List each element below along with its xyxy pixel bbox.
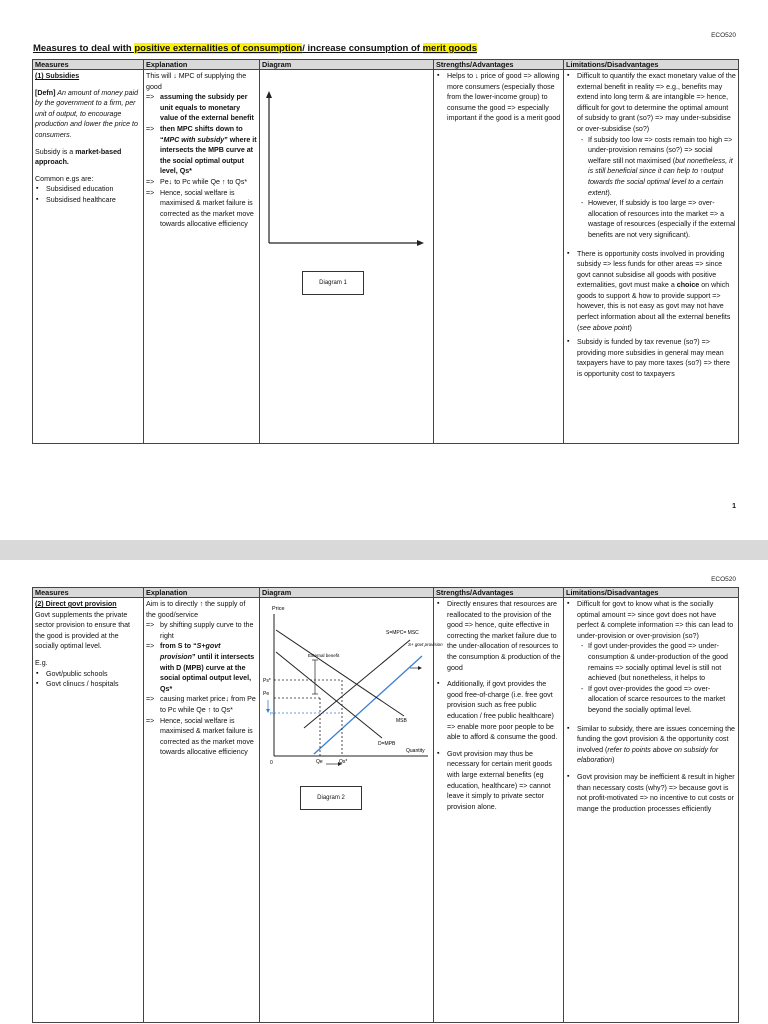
header-limitations: Limitations/Disadvantages <box>564 588 739 598</box>
header-diagram: Diagram <box>260 60 434 70</box>
qe-label: Qe <box>316 759 323 765</box>
examples-list <box>35 184 141 205</box>
explanation-intro: Aim is to directly ↑ the supply of the good/service <box>146 600 246 619</box>
arrow: => <box>146 642 155 651</box>
list-item: ▪ Govt/public schools <box>43 669 141 680</box>
explanation-step <box>146 188 257 230</box>
limitations-list <box>566 71 736 380</box>
price-axis-label: Price <box>272 606 285 612</box>
supply-demand-diagram <box>260 598 443 778</box>
limitation-text: Similar to subsidy, there are issues concerning the funding the govt provision & the opportunity cost involved ( <box>577 724 735 754</box>
header-limitations: Limitations/Disadvantages <box>564 60 739 70</box>
limitations-cell <box>564 70 739 444</box>
pc-label: Pc <box>270 711 276 716</box>
step-text-italic: S+govt provision <box>160 642 221 661</box>
s-govt-label: S+ govt provision <box>408 642 443 647</box>
qs-label: Qs* <box>339 759 348 765</box>
market-based-text: Subsidy is a <box>35 147 76 156</box>
arrow: => <box>146 621 155 630</box>
pe-label: Pe <box>263 691 270 697</box>
examples-list <box>35 669 141 690</box>
explanation-cell <box>144 70 260 444</box>
market-based-bold: market-based approach. <box>35 147 122 167</box>
limitation-italic: refer to points above on subsidy for elaboration <box>577 745 719 765</box>
arrow: => <box>146 188 155 197</box>
sub-point: - If govt under-provides the good => under-consumption & under-production of the good remains => socially optimal level is still not achieved (but nonetheless, it helps to <box>577 641 736 683</box>
measure-cell <box>33 70 144 444</box>
origin-label: 0 <box>270 760 273 766</box>
d-mpb-label: D=MPB <box>378 741 396 747</box>
strengths-cell <box>434 70 564 444</box>
sub-point-text: If govt under-provides the good => under-consumption & under-production of the good remains => socially optimal level is still not achieved (but nonetheless, it helps to <box>588 642 728 683</box>
step-text: from S to “ <box>160 642 197 651</box>
header-strengths: Strengths/Advantages <box>434 60 564 70</box>
list-item: ▪ Subsidy is funded by tax revenue (so?) => providing more subsidies in general may mean taxpayers have to pay more taxes (so?) => there is opportunity cost to taxpayers <box>574 337 736 379</box>
header-measures: Measures <box>33 588 144 598</box>
course-code: ECO520 <box>711 32 736 39</box>
sub-point-text: However, If subsidy is too large => over-allocation of resources into the market => a wastage of resources (especially if the external benefits are not very significant). <box>588 199 736 239</box>
external-benefit-label: External benefit <box>308 653 340 658</box>
limitation-text: Difficult for govt to know what is the socially optimal amount => since govt does not have perfect & complete information => this can lead to under-provision or over-provision (so?) <box>577 600 734 640</box>
step-text: Pe↓ to Pc while Qe ↑ to Qs* <box>160 177 248 186</box>
list-item <box>574 724 736 766</box>
list-item: ▪ Subsidised healthcare <box>43 195 141 206</box>
step-text: ” where it intersects the MPB curve at the social optimal output level, Qs* <box>160 135 257 176</box>
limitation-text: There is opportunity costs involved in providing subsidy => less funds for other areas => since govt cannot subsidise all goods with positive externalities, govt must make a <box>577 249 725 290</box>
arrow: => <box>146 716 155 725</box>
definition-label: [Defn] <box>35 88 56 97</box>
header-explanation: Explanation <box>144 588 260 598</box>
definition-text: An amount of money paid by the government to a firm, per unit of output, to encourage production and lower the price to consumers. <box>35 88 139 139</box>
limitation-italic: see above point <box>579 323 630 332</box>
sub-point-italic: but nonetheless, it is still beneficial since it can help to ↑output towards the social optimal level to a certain extent <box>588 156 733 197</box>
explanation-step <box>146 177 257 188</box>
page-2 <box>0 560 768 1024</box>
list-item: ▪ Subsidised education <box>43 184 141 195</box>
page-title <box>33 43 477 54</box>
limitations-cell <box>564 598 739 1023</box>
explanation-step <box>146 716 257 758</box>
step-text: causing market price↓ from Pe to Pc while Qe ↑ to Qs* <box>160 695 256 714</box>
page-gap <box>0 540 768 560</box>
diagram-2-area <box>260 598 443 838</box>
list-item: ▪ Govt clinucs / hospitals <box>43 679 141 690</box>
strengths-list <box>436 599 561 812</box>
diagram-2-label: Diagram 2 <box>300 786 362 810</box>
step-text: Hence, social welfare is maximised & market failure is corrected as the market move towards allocative efficiency <box>160 716 254 757</box>
header-explanation: Explanation <box>144 60 260 70</box>
examples-label: Common e.gs are: <box>35 174 94 183</box>
quantity-axis-label: Quantity <box>406 748 425 754</box>
list-item: ▪ Additionally, if govt provides the good free-of-charge (i.e. free govt provision such as free public education / free public healthcare) => enable more poor people to be able to afford & consume the good. <box>444 679 561 743</box>
market-based-note <box>35 147 141 168</box>
step-text: assuming the subsidy per unit equals to monetary value of the external benefit <box>160 93 254 123</box>
header-row <box>33 588 739 598</box>
title-highlight: positive externalities of consumption <box>134 43 303 54</box>
arrow: => <box>146 124 155 133</box>
examples-label: E.g. <box>35 658 48 667</box>
measure-description: Govt supplements the private sector provision to ensure that the good is provided at the socially optimal level. <box>35 610 131 651</box>
s-curve-label: S=MPC= MSC <box>386 630 419 636</box>
explanation-step <box>146 641 257 694</box>
title-part: Measures to deal with <box>33 43 135 54</box>
sub-point-text: ). <box>607 188 612 197</box>
list-item <box>574 599 736 716</box>
ps-label: Ps* <box>263 678 271 684</box>
diagram-cell <box>260 70 434 444</box>
arrow: => <box>146 93 155 102</box>
explanation-intro: This will ↓ MPC of supplying the good <box>146 72 247 91</box>
step-text: by shifting supply curve to the right <box>160 621 254 640</box>
page-number: 1 <box>732 503 736 510</box>
definition <box>35 88 141 141</box>
list-item: ▪ Helps to ↓ price of good => allowing more consumers (especially those from the lower-income group) to consume the good => especially important if the good is a merit good <box>444 71 561 124</box>
measure-heading: (1) Subsidies <box>35 72 80 80</box>
limitations-list <box>566 599 736 814</box>
header-diagram: Diagram <box>260 588 434 598</box>
strengths-list <box>436 71 561 124</box>
step-text: Hence, social welfare is maximised & market failure is corrected as the market move towards allocative efficiency <box>160 188 254 229</box>
step-text: then MPC shifts down to “ <box>160 124 243 144</box>
list-item <box>574 249 736 334</box>
strengths-cell <box>434 598 564 1023</box>
header-strengths: Strengths/Advantages <box>434 588 564 598</box>
sub-point-text: If subsidy too low => costs remain too high => under-provision remains (so?) => social welfare still not maximised ( <box>588 135 733 165</box>
sub-point-text: If govt over-provides the good => over-allocation of scarce resources to the market beyond the socially optimal level. <box>588 684 726 714</box>
diagram-1-area <box>262 71 431 311</box>
sub-point: - However, If subsidy is too large => over-allocation of resources into the market => a wastage of resources (especially if the external benefits are not very significant). <box>581 199 736 239</box>
explanation-step <box>146 694 257 715</box>
list-item: ▪ Govt provision may be inefficient & result in higher than necessary costs (why?) => because govt is not profit-motivated => no incentive to cut costs or mange the production processes efficiently <box>574 772 736 814</box>
limitation-text: on which goods to support & how to provide support => however, this is not easy as govt may not have perfect information about all the external benefits ( <box>577 281 731 332</box>
sub-point: - If govt over-provides the good => over-allocation of scarce resources to the market beyond the socially optimal level. <box>577 684 736 716</box>
list-item <box>574 71 736 241</box>
limitation-text: ) <box>612 756 615 765</box>
table-row <box>33 598 739 1023</box>
arrow: => <box>146 695 155 704</box>
measure-heading: (2) Direct govt provision <box>35 600 117 608</box>
step-text-italic: MPC with subsidy <box>163 135 225 144</box>
diagram-cell <box>260 598 443 1023</box>
arrow: => <box>146 177 155 186</box>
measure-cell <box>33 598 144 1023</box>
list-item: ▪ Directly ensures that resources are reallocated to the provision of the good => hence, quite effective in correcting the market failure due to the under-allocation of resources to the consumption & production of the good <box>444 599 561 673</box>
explanation-cell <box>144 598 260 1023</box>
limitation-text: Difficult to quantify the exact monetary value of the external benefit in reality => e.g., benefits may extend into long term & are intangible => hence, difficult for govt to determine the optimal amount of subsidy to grant (so?) => may under-subsidise or over-subsidise (so?) <box>577 72 736 133</box>
step-text: ” until it intersects with D (MPB) curve at the social optimal output level, Qs* <box>160 652 255 693</box>
limitation-bold: choice <box>676 281 700 290</box>
title-highlight: merit goods <box>422 43 477 54</box>
title-part: / increase consumption of <box>302 43 423 54</box>
msb-label: MSB <box>396 718 407 724</box>
diagram-1-label: Diagram 1 <box>302 271 364 295</box>
explanation-step <box>146 620 257 641</box>
sub-point: - If subsidy too low => costs remain too high => under-provision remains (so?) => social welfare still not maximised (but nonetheless, it is still beneficial since it can help to ↑output towards the social optimal level to a certain extent). <box>581 135 733 197</box>
header-row <box>33 60 739 70</box>
header-measures: Measures <box>33 60 144 70</box>
table-row <box>33 70 739 444</box>
list-item: ▪ Govt provision may thus be necessary for certain merit goods with large external benefits (eg education, healthcare) => cannot leave it simply to private sector provision alone. <box>444 749 561 813</box>
course-code: ECO520 <box>711 576 736 583</box>
explanation-step <box>146 124 257 177</box>
measures-table-1 <box>32 59 739 444</box>
measures-table-2 <box>32 587 739 1023</box>
limitation-text: ) <box>629 323 632 332</box>
explanation-step <box>146 92 257 124</box>
